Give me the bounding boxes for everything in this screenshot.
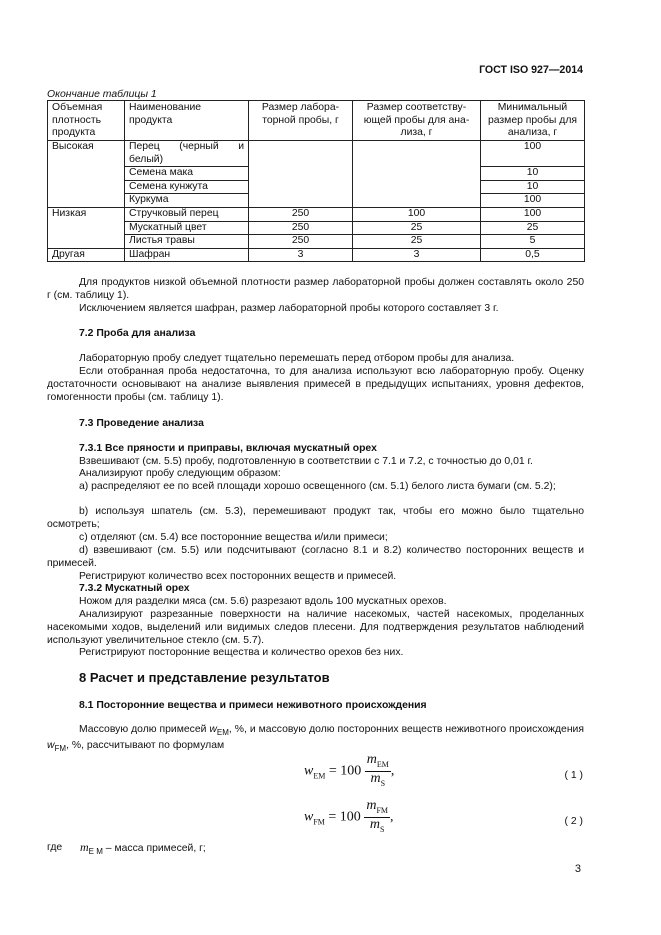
where-text: – масса примесей, г; [105,843,206,854]
density-cell: Другая [48,248,125,262]
list-item-a: а) распределяют ее по всей площади хорошо освещенного (см. 5.1) белого листа бумаги (см. 5.2); [79,481,556,492]
min-cell: 100 [481,194,585,208]
sample-size-table [47,100,585,262]
table-row [48,141,585,167]
product-cell: Стручковый перец [125,207,249,221]
section-7-3-1-title: 7.3.1 Все пряности и приправы, включая мускатный орех [79,443,377,454]
formula-1-number: ( 1 ) [564,770,583,781]
min-cell: 10 [481,180,585,194]
formula-punct: , [390,809,394,825]
paragraph-saffron: Исключением является шафран, размер лабораторной пробы которого составляет 3 г. [79,303,499,314]
analysis-cell: 25 [353,235,481,249]
product-cell: Семена мака [125,167,249,181]
table-header-row [48,101,585,141]
product-cell: Шафран [125,248,249,262]
header-min-sample: Минимальный размер пробы для анализа, г [481,101,585,141]
analysis-cell: 25 [353,221,481,235]
product-cell: Куркума [125,194,249,208]
formula-symbol: w [304,809,314,825]
formula-symbol: m [366,752,377,767]
formula-symbol: m [366,798,377,813]
paragraph-7-3-1-register: Регистрируют количество всех посторонних веществ и примесей. [79,571,397,582]
formula-symbol: w [304,763,314,779]
paragraph-text: Массовую долю примесей [79,724,210,735]
analysis-cell [353,141,481,208]
lab-cell: 250 [249,221,353,235]
lab-cell: 3 [249,248,353,262]
section-8-title: 8 Расчет и представление результатов [79,670,330,685]
paragraph-7-3-1-analyze: Анализируют пробу следующим образом: [79,468,281,479]
paragraph-low-density: Для продуктов низкой объемной плотности размер лабораторной пробы должен составлять около 250 г (см. таблицу 1). [47,277,584,301]
symbol-subscript: FM [54,744,67,754]
header-density: Объемная плотность продукта [48,101,125,141]
page-number: 3 [574,863,581,875]
formula-subscript: EM [376,759,389,769]
formula-1 [304,753,394,790]
paragraph-8-1-1 [47,723,584,755]
formula-punct: , [390,763,395,779]
analysis-cell: 3 [353,248,481,262]
formula-symbol: m [369,816,380,832]
section-8-1-title: 8.1 Посторонние вещества и примеси неживотного происхождения [79,700,427,711]
min-cell: 5 [481,235,585,249]
paragraph-7-2-2: Если отобранная проба недостаточна, то для анализа используют всю лабораторную пробу. Оценку достаточности основывают на анализе выявления примесей в предыдущих испытаниях, уровня дефектов, гомогенности пробы (см. таблицу 1). [47,366,584,403]
where-symbol: m [80,840,89,854]
symbol-subscript: EM [216,728,229,738]
list-item-d: d) взвешивают (см. 5.5) или подсчитывают (согласно 8.1 и 8.2) количество посторонних веществ и примесей. [47,545,584,569]
density-cell: Высокая [48,141,125,208]
table-row [48,221,585,235]
product-cell: Мускатный цвет [125,221,249,235]
formula-operator: = 100 [328,763,362,779]
paragraph-7-3-2-register: Регистрируют посторонние вещества и количество орехов без них. [79,647,404,658]
list-item-c: с) отделяют (см. 5.4) все посторонние вещества и/или примеси; [79,532,388,543]
section-7-3-title: 7.3 Проведение анализа [79,418,204,429]
lab-cell [249,141,353,208]
min-cell: 0,5 [481,248,585,262]
min-cell: 25 [481,221,585,235]
lab-cell: 250 [249,235,353,249]
formula-subscript: S [380,778,386,788]
product-cell: Семена кунжута [125,180,249,194]
section-7-2-title: 7.2 Проба для анализа [79,328,196,339]
symbol-w: w [209,724,217,735]
where-subscript: E M [88,847,103,857]
where-label: где [47,842,63,853]
formula-fraction [365,753,391,790]
formula-subscript: FM [313,817,325,827]
header-lab-sample: Размер лабора-торной пробы, г [249,101,353,141]
min-cell: 10 [481,167,585,181]
standard-header: ГОСТ ISO 927—2014 [479,64,583,76]
formula-symbol: m [370,770,381,786]
formula-operator: = 100 [328,809,361,825]
symbol-w: w [47,740,55,752]
header-product: Наименование продукта [125,101,249,141]
product-cell: Листья травы [125,235,249,249]
formula-subscript: S [379,824,385,834]
paragraph-7-3-2-analyze: Анализируют разрезанные поверхности на наличие насекомых, частей насекомых, проделанных насекомыми ходов, выделений или видимых следов плесени. Для подтверждения результатов наблюдений используют увеличительное стекло (см. 5.7). [47,609,584,646]
formula-subscript: EM [313,771,326,781]
paragraph-text: , %, рассчитывают по формулам [66,740,225,752]
paragraph-text: , %, и массовую долю посторонних веществ неживотного происхождения [228,724,584,735]
formula-fraction [364,799,390,836]
paragraph-7-3-2-cut: Ножом для разделки мяса (см. 5.6) разрезают вдоль 100 мускатных орехов. [79,596,447,607]
lab-cell: 250 [249,207,353,221]
min-cell: 100 [481,141,585,167]
analysis-cell: 100 [353,207,481,221]
paragraph-7-2-1: Лабораторную пробу следует тщательно перемешать перед отбором пробы для анализа. [79,353,515,364]
where-definition [80,841,206,858]
formula-2-number: ( 2 ) [564,816,583,827]
table-row [48,235,585,249]
density-cell: Низкая [48,207,125,248]
table-row [48,248,585,262]
header-analysis-sample: Размер соответству-ющей пробы для ана-лиза, г [353,101,481,141]
paragraph-7-3-1-weigh: Взвешивают (см. 5.5) пробу, подготовленную в соответствии с 7.1 и 7.2, с точностью до 0,01 г. [79,456,533,467]
section-7-3-2-title: 7.3.2 Мускатный орех [79,583,190,594]
list-item-b: b) используя шпатель (см. 5.3), перемешивают продукт так, чтобы его можно было тщательно осмотреть; [47,506,584,530]
product-cell: Перец (черный и белый) [125,141,249,167]
min-cell: 100 [481,207,585,221]
formula-subscript: FM [376,805,388,815]
table-caption: Окончание таблицы 1 [47,89,157,100]
table-row [48,207,585,221]
formula-2 [304,799,394,836]
